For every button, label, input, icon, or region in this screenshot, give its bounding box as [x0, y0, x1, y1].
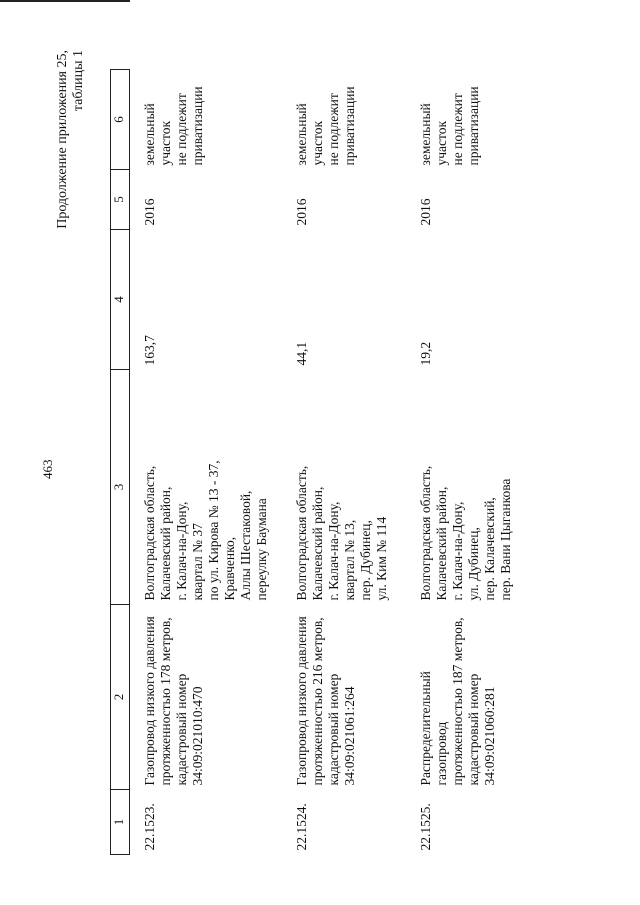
column-header: 6 — [111, 70, 130, 170]
object-year: 2016 — [418, 198, 433, 226]
row-number: 22.1524. — [294, 803, 309, 851]
continuation-note — [55, 50, 87, 229]
object-name: Распределительный газопровод протяженностью 187 метров, кадастровый номер 34:09:021060:281 — [418, 617, 497, 786]
column-header: 1 — [111, 790, 130, 855]
object-note: земельный участок не подлежит приватизации — [418, 86, 481, 166]
object-address: Волгоградская область, Калачевский район, г. Калач-на-Дону, ул. Дубинец, пер. Калачевский, пер. Вани Цыганкова — [418, 465, 513, 601]
table-header-row — [111, 70, 130, 855]
object-value: 163,7 — [142, 335, 157, 366]
appendix-table — [110, 69, 528, 855]
object-value: 19,2 — [418, 341, 433, 366]
continuation-line-2: таблицы 1 — [71, 50, 86, 112]
column-header: 5 — [111, 170, 130, 230]
column-header: 3 — [111, 370, 130, 605]
object-note: земельный участок не подлежит приватизации — [142, 86, 205, 166]
object-year: 2016 — [142, 198, 157, 226]
object-year: 2016 — [294, 198, 309, 226]
object-name: Газопровод низкого давления протяженностью 178 метров, кадастровый номер 34:09:021010:470 — [142, 616, 205, 786]
object-name: Газопровод низкого давления протяженностью 216 метров, кадастровый номер 34:09:021061:264 — [294, 616, 357, 786]
table-row — [406, 70, 528, 855]
page-number: 463 — [40, 459, 55, 479]
continuation-line-1: Продолжение приложения 25, — [55, 50, 70, 229]
table-row — [282, 70, 406, 855]
object-value: 44,1 — [294, 341, 309, 366]
object-address: Волгоградская область, Калачевский район, г. Калач-на-Дону, квартал № 13, пер. Дубинец, ул. Ким № 114 — [294, 465, 389, 601]
object-address: Волгоградская область, Калачевский район, г. Калач-на-Дону, квартал № 37 по ул. Кирова № 13 - 37, Кравченко, Аллы Шестаковой, переулку Баумана — [142, 460, 269, 601]
column-header: 4 — [111, 230, 130, 370]
column-header: 2 — [111, 605, 130, 790]
object-note: земельный участок не подлежит приватизации — [294, 86, 357, 166]
row-number: 22.1525. — [418, 803, 433, 851]
row-number: 22.1523. — [142, 803, 157, 851]
table-row — [130, 70, 283, 855]
